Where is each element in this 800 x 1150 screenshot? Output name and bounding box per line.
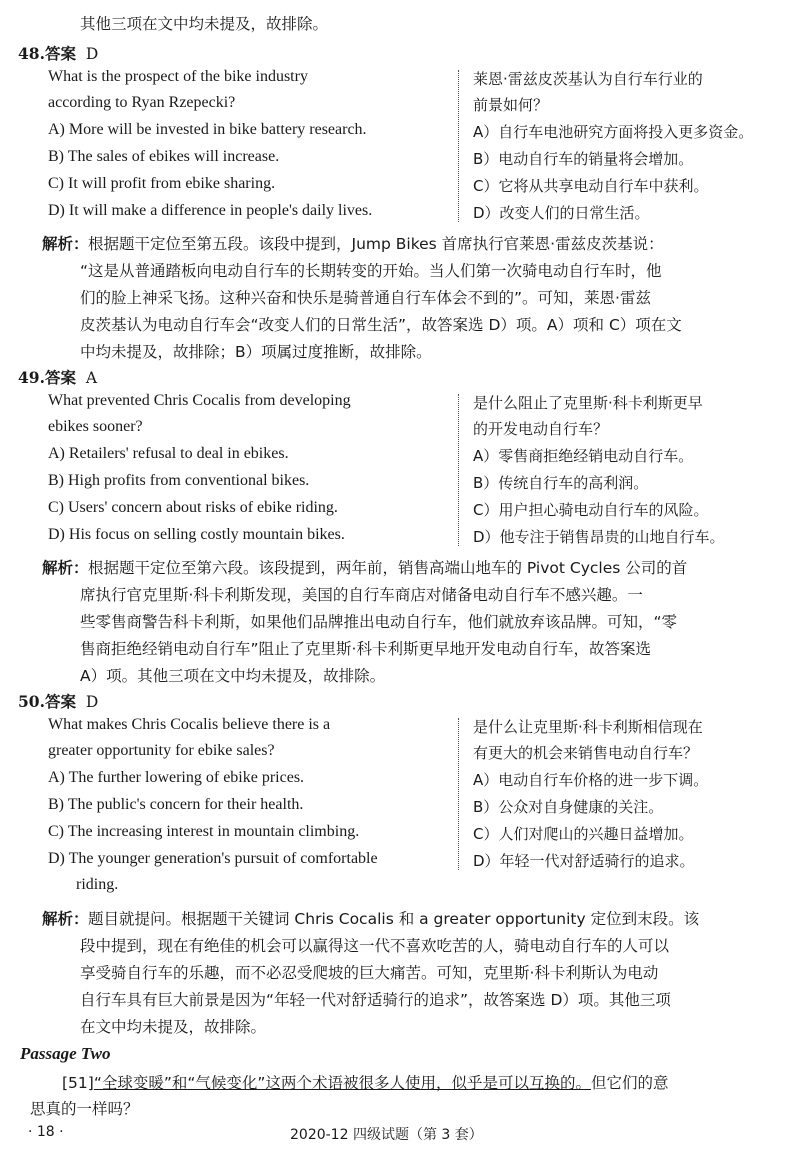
passage-underlined: “全球变暖”和“气候变化”这两个术语被很多人使用，似乎是可以互换的。 [93, 1074, 591, 1092]
q50-zh-stem-1: 是什么让克里斯·科卡利斯相信现在 [473, 718, 703, 736]
footer-title: 2020-12 四级试题（第 3 套） [290, 1127, 483, 1143]
q49-en-option-d: D) His focus on selling costly mountain bikes. [48, 526, 345, 543]
q49-zh-stem-2: 的开发电动自行车？ [473, 420, 609, 438]
q50-en-option-b: B) The public's concern for their health. [48, 796, 304, 813]
q49-answer: A [85, 369, 98, 387]
carryover-line: 其他三项在文中均未提及，故排除。 [80, 15, 329, 33]
q50-zh-option-a: A）电动自行车价格的进一步下调。 [473, 771, 709, 789]
q48-analysis-line-1: 根据题干定位至第五段。该段中提到，Jump Bikes 首席执行官莱恩·雷兹皮茨基说： [88, 235, 664, 253]
q50-analysis-line-2: 段中提到，现在有绝佳的机会可以赢得这一代不喜欢吃苦的人，骑电动自行车的人可以 [80, 937, 670, 955]
passage-marker: [51] [62, 1074, 94, 1092]
q50-en-stem-1: What makes Chris Cocalis believe there is a [48, 716, 331, 733]
q49-en-option-b: B) High profits from conventional bikes. [48, 472, 310, 489]
q48-en-stem-2: according to Ryan Rzepecki? [48, 94, 236, 111]
q50-answer: D [85, 693, 99, 711]
q50-en-option-c: C) The increasing interest in mountain climbing. [48, 823, 360, 840]
page-number: · 18 · [28, 1124, 64, 1140]
q50-en-option-a: A) The further lowering of ebike prices. [48, 769, 305, 786]
q50-divider [458, 718, 459, 870]
q50-en-stem-2: greater opportunity for ebike sales? [48, 742, 275, 759]
q49-analysis-line-4: 售商拒绝经销电动自行车”阻止了克里斯·科卡利斯更早地开发电动自行车，故答案选 [80, 640, 651, 658]
q48-zh-option-c: C）它将从共享电动自行车中获利。 [473, 177, 709, 195]
q49-answer-label: 答案 [44, 369, 76, 387]
q48-zh-option-d: D）改变人们的日常生活。 [473, 204, 650, 222]
q49-zh-stem-1: 是什么阻止了克里斯·科卡利斯更早 [473, 394, 703, 412]
q49-block [48, 392, 788, 552]
q49-divider [458, 394, 459, 546]
q49-number: 49. [18, 368, 45, 387]
q49-analysis-line-3: 些零售商警告科卡利斯，如果他们品牌推出电动自行车，他们就放弃该品牌。可知，“零 [80, 613, 678, 631]
q49-zh-option-b: B）传统自行车的高利润。 [473, 474, 649, 492]
q50-number: 50. [18, 692, 45, 711]
q49-en-stem-2: ebikes sooner? [48, 418, 143, 435]
q48-en-option-d: D) It will make a difference in people's daily lives. [48, 202, 373, 219]
q50-analysis-line-1: 题目就提问。根据题干关键词 Chris Cocalis 和 a greater opportunity 定位到末段。该 [88, 910, 700, 928]
q50-zh-option-b: B）公众对自身健康的关注。 [473, 798, 664, 816]
q49-zh-option-c: C）用户担心骑电动自行车的风险。 [473, 501, 709, 519]
passage-rest: 但它们的意 [590, 1074, 669, 1092]
q48-analysis-line-3: 们的脸上神采飞扬。这种兴奋和快乐是骑普通自行车体会不到的”。可知，莱恩·雷兹 [80, 289, 651, 307]
q50-zh-stem-2: 有更大的机会来销售电动自行车？ [473, 744, 699, 762]
q49-zh-option-d: D）他专注于销售昂贵的山地自行车。 [473, 528, 725, 546]
q48-number: 48. [18, 44, 45, 63]
q50-zh-option-c: C）人们对爬山的兴趣日益增加。 [473, 825, 694, 843]
q48-divider [458, 70, 459, 222]
q48-answer-label: 答案 [44, 45, 76, 63]
q48-zh-stem-1: 莱恩·雷兹皮茨基认为自行车行业的 [473, 70, 703, 88]
q50-analysis-line-5: 在文中均未提及，故排除。 [80, 1018, 267, 1036]
q48-analysis-line-2: “这是从普通踏板向电动自行车的长期转变的开始。当人们第一次骑电动自行车时，他 [80, 262, 662, 280]
q49-analysis-line-1: 根据题干定位至第六段。该段提到，两年前，销售高端山地车的 Pivot Cycles 公司的首 [88, 559, 688, 577]
passage-title: Passage Two [20, 1044, 111, 1063]
q50-analysis-line-4: 自行车具有巨大前景是因为“年轻一代对舒适骑行的追求”，故答案选 D）项。其他三项 [80, 991, 671, 1009]
q48-block [48, 68, 788, 228]
q49-zh-option-a: A）零售商拒绝经销电动自行车。 [473, 447, 694, 465]
q50-block [48, 716, 788, 902]
q48-en-stem-1: What is the prospect of the bike industry [48, 68, 308, 85]
q50-header [18, 690, 98, 712]
q50-en-option-d: D) The younger generation's pursuit of comfortable [48, 850, 378, 867]
q49-en-option-a: A) Retailers' refusal to deal in ebikes. [48, 445, 289, 462]
q48-en-option-c: C) It will profit from ebike sharing. [48, 175, 276, 192]
q50-analysis-line-3: 享受骑自行车的乐趣，而不必忍受爬坡的巨大痛苦。可知，克里斯·科卡利斯认为电动 [80, 964, 659, 982]
q48-header [18, 42, 98, 64]
q50-zh-option-d: D）年轻一代对舒适骑行的追求。 [473, 852, 695, 870]
q49-en-stem-1: What prevented Chris Cocalis from developing [48, 392, 351, 409]
q50-analysis-label: 解析： [42, 910, 89, 928]
q49-analysis-line-5: A）项。其他三项在文中均未提及，故排除。 [80, 667, 386, 685]
q48-en-option-a: A) More will be invested in bike battery research. [48, 121, 367, 138]
q48-analysis-line-5: 中均未提及，故排除；B）项属过度推断，故排除。 [80, 343, 432, 361]
passage-line-1 [62, 1071, 668, 1093]
q48-zh-stem-2: 前景如何？ [473, 96, 549, 114]
q49-header [18, 366, 97, 388]
q49-analysis-label: 解析： [42, 559, 89, 577]
q50-en-option-d-cont: riding. [76, 876, 119, 893]
q48-zh-option-b: B）电动自行车的销量将会增加。 [473, 150, 694, 168]
passage-line-2: 思真的一样吗？ [30, 1100, 139, 1118]
q48-en-option-b: B) The sales of ebikes will increase. [48, 148, 280, 165]
q48-analysis-label: 解析： [42, 235, 89, 253]
q48-answer: D [85, 45, 99, 63]
q49-analysis-line-2: 席执行官克里斯·科卡利斯发现，美国的自行车商店对储备电动自行车不感兴趣。一 [80, 586, 643, 604]
q48-zh-option-a: A）自行车电池研究方面将投入更多资金。 [473, 123, 754, 141]
q48-analysis-line-4: 皮茨基认为电动自行车会“改变人们的日常生活”，故答案选 D）项。A）项和 C）项在文 [80, 316, 682, 334]
q50-answer-label: 答案 [44, 693, 76, 711]
q49-en-option-c: C) Users' concern about risks of ebike riding. [48, 499, 338, 516]
